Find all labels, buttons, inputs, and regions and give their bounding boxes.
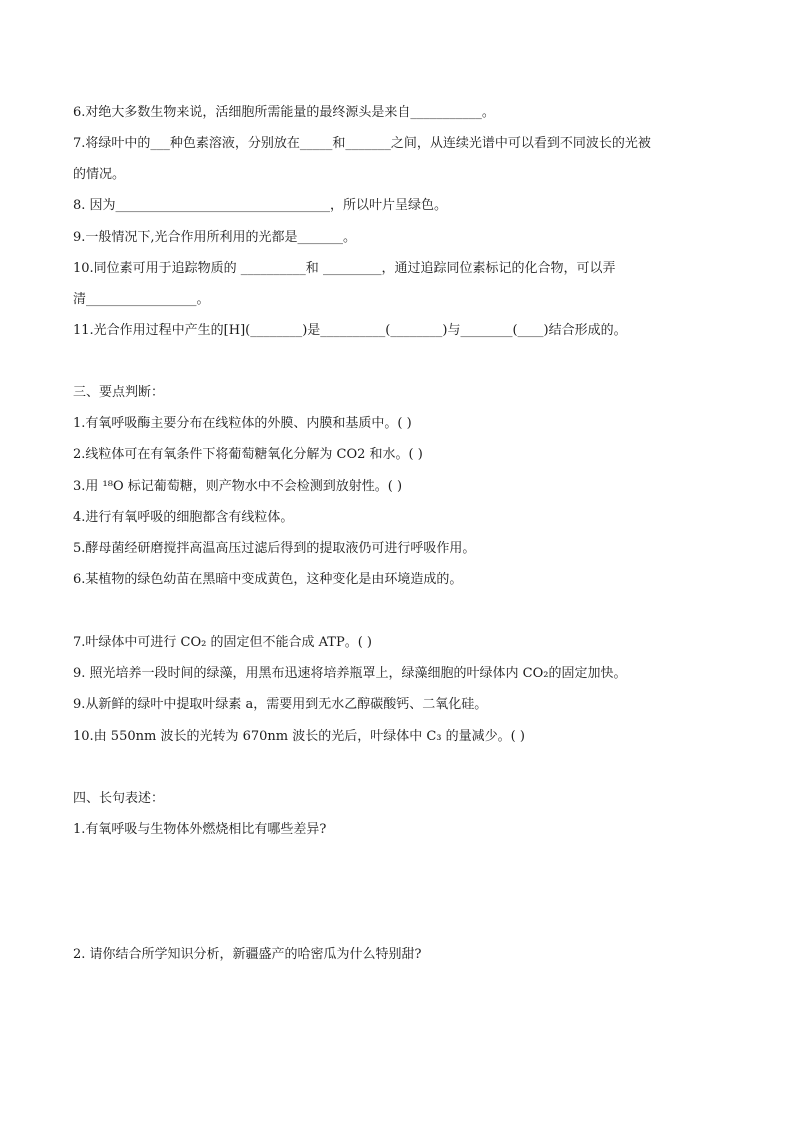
judgement-item-7: 7.叶绿体中可进行 CO₂ 的固定但不能合成 ATP。( ) (73, 635, 372, 650)
judgement-item-8: 9. 照光培养一段时间的绿藻，用黑布迅速将培养瓶罩上，绿藻细胞的叶绿体内 CO₂的固定加快。 (73, 666, 627, 681)
long-question-2: 2. 请你结合所学知识分析，新疆盛产的哈密瓜为什么特别甜? (73, 947, 422, 962)
section-3-heading: 三、要点判断： (73, 385, 165, 400)
question-7: 7.将绿叶中的___种色素溶液，分别放在_____和_______之间，从连续光谱中可以看到不同波长的光被 (73, 136, 651, 151)
judgement-item-1: 1.有氧呼吸酶主要分布在线粒体的外膜、内膜和基质中。( ) (73, 416, 412, 431)
judgement-item-2: 2.线粒体可在有氧条件下将葡萄糖氧化分解为 CO2 和水。( ) (73, 447, 423, 462)
judgement-item-6: 6.某植物的绿色幼苗在黑暗中变成黄色，这种变化是由环境造成的。 (73, 572, 463, 587)
judgement-item-9: 9.从新鲜的绿叶中提取叶绿素 a，需要用到无水乙醇碳酸钙、二氧化硅。 (73, 697, 488, 712)
question-10-continued: 清_________________。 (73, 292, 210, 307)
question-7-continued: 的情况。 (73, 167, 126, 182)
question-11: 11.光合作用过程中产生的[H](________)是__________(________)与________(____)结合形成的。 (73, 323, 627, 338)
question-9: 9.一般情况下,光合作用所利用的光都是_______。 (73, 230, 357, 245)
judgement-item-3: 3.用 ¹⁸O 标记葡萄糖，则产物水中不会检测到放射性。( ) (73, 479, 403, 494)
long-question-1: 1.有氧呼吸与生物体外燃烧相比有哪些差异? (73, 822, 327, 837)
judgement-item-10: 10.由 550nm 波长的光转为 670nm 波长的光后，叶绿体中 C₃ 的量减少。( ) (73, 729, 525, 744)
judgement-item-5: 5.酵母菌经研磨搅拌高温高压过滤后得到的提取液仍可进行呼吸作用。 (73, 541, 476, 556)
question-6: 6.对绝大多数生物来说，活细胞所需能量的最终源头是来自___________。 (73, 105, 495, 120)
judgement-item-4: 4.进行有氧呼吸的细胞都含有线粒体。 (73, 510, 294, 525)
question-8: 8. 因为_________________________________，所以叶片呈绿色。 (73, 198, 448, 213)
section-4-heading: 四、长句表述： (73, 791, 165, 806)
question-10: 10.同位素可用于追踪物质的 __________和 _________，通过追踪同位素标记的化合物，可以弄 (73, 261, 616, 276)
